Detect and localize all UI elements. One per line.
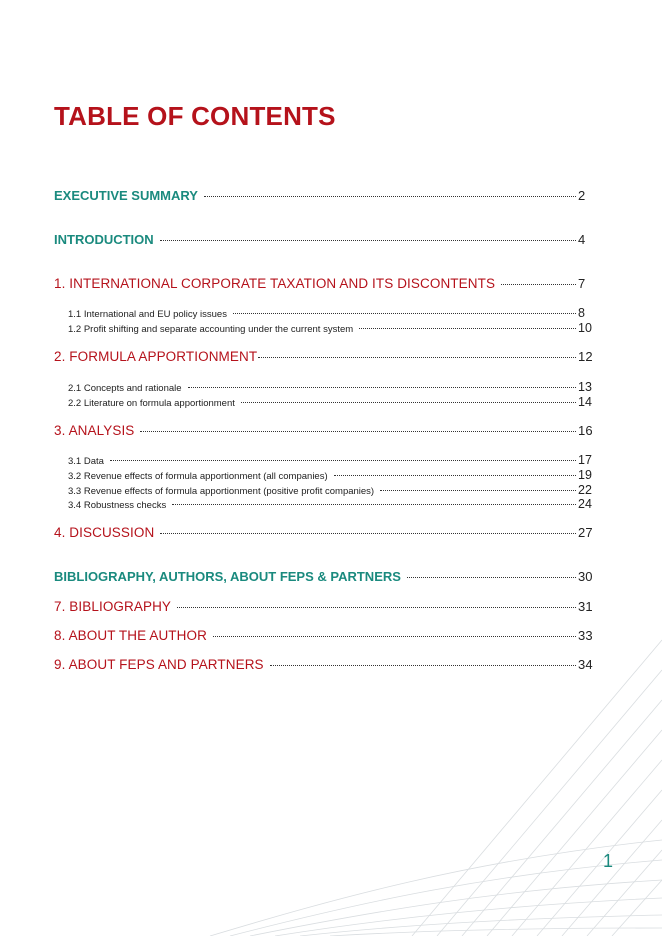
toc-entry-page: 19	[578, 468, 592, 482]
toc-entry-label: 3.2 Revenue effects of formula apportionment (all companies)	[68, 471, 328, 482]
dot-leader	[501, 284, 576, 285]
toc-entry-page: 2	[578, 188, 586, 203]
dot-leader	[160, 533, 576, 534]
toc-entry-introduction[interactable]	[54, 232, 595, 247]
toc-entry-page: 31	[578, 599, 593, 614]
toc-entry-label: 8. ABOUT THE AUTHOR	[54, 628, 207, 643]
toc-entry-label: 3.3 Revenue effects of formula apportionment (positive profit companies)	[68, 486, 375, 497]
toc-entry-page: 33	[578, 628, 593, 643]
toc-entry-section-7[interactable]	[54, 599, 595, 614]
toc-entry-label: 7. BIBLIOGRAPHY	[54, 599, 172, 614]
toc-entry-section-3-1[interactable]	[68, 453, 595, 467]
toc-entry-label: 3. ANALYSIS	[54, 423, 135, 438]
toc-entry-page: 24	[578, 497, 592, 511]
page-number: 1	[603, 851, 614, 871]
toc-entry-section-3[interactable]	[54, 423, 595, 438]
toc-entry-label: 2.2 Literature on formula apportionment	[68, 398, 235, 409]
toc-entry-section-1-2[interactable]	[68, 321, 595, 335]
toc-entry-page: 7	[578, 276, 586, 291]
dot-leader	[380, 490, 576, 491]
toc-entry-label: 1. INTERNATIONAL CORPORATE TAXATION AND ITS DISCONTENTS	[54, 276, 496, 291]
dot-leader	[160, 240, 576, 241]
toc-entry-bibliography-authors-feps[interactable]	[54, 569, 595, 584]
toc-entry-page: 22	[578, 483, 592, 497]
toc-entry-page: 13	[578, 380, 592, 394]
dot-leader	[241, 402, 576, 403]
toc-entry-section-9[interactable]	[54, 657, 595, 672]
toc-entry-section-1[interactable]	[54, 276, 595, 291]
dot-leader	[213, 636, 576, 637]
dot-leader	[172, 504, 576, 505]
toc-entry-section-2-1[interactable]	[68, 380, 595, 394]
toc-entry-page: 10	[578, 321, 592, 335]
toc-entry-label: BIBLIOGRAPHY, AUTHORS, ABOUT FEPS & PARTNERS	[54, 569, 401, 584]
dot-leader	[188, 387, 576, 388]
dot-leader	[233, 313, 576, 314]
dot-leader	[140, 431, 576, 432]
toc-entry-label: 3.4 Robustness checks	[68, 500, 167, 511]
toc-entry-label: 9. ABOUT FEPS AND PARTNERS	[54, 657, 264, 672]
toc-entry-page: 34	[578, 657, 593, 672]
toc-entry-label: INTRODUCTION	[54, 232, 154, 247]
dot-leader	[359, 328, 576, 329]
toc-entry-page: 4	[578, 232, 586, 247]
toc-entry-page: 8	[578, 306, 585, 320]
toc-entry-page: 14	[578, 395, 592, 409]
toc-entry-section-2[interactable]	[54, 349, 595, 364]
toc-entry-section-3-3[interactable]	[68, 483, 595, 497]
toc-entry-section-1-1[interactable]	[68, 306, 595, 320]
toc-entry-label: 3.1 Data	[68, 456, 104, 467]
dot-leader	[407, 577, 576, 578]
toc-entry-section-3-2[interactable]	[68, 468, 595, 482]
toc-entry-section-2-2[interactable]	[68, 395, 595, 409]
toc-entry-label: 1.1 International and EU policy issues	[68, 309, 227, 320]
dot-leader	[204, 196, 576, 197]
toc-entry-label: 1.2 Profit shifting and separate accounting under the current system	[68, 324, 354, 335]
toc-entry-section-3-4[interactable]	[68, 497, 595, 511]
toc-entry-page: 30	[578, 569, 593, 584]
dot-leader	[177, 607, 576, 608]
dot-leader	[258, 357, 576, 358]
dot-leader	[110, 460, 576, 461]
page-title: TABLE OF CONTENTS	[54, 101, 336, 131]
toc-entry-page: 27	[578, 525, 593, 540]
toc-entry-page: 17	[578, 453, 592, 467]
toc-entry-label: 4. DISCUSSION	[54, 525, 155, 540]
dot-leader	[270, 665, 576, 666]
toc-entry-section-4[interactable]	[54, 525, 595, 540]
toc-entry-label: 2. FORMULA APPORTIONMENT	[54, 349, 258, 364]
toc-entry-label: 2.1 Concepts and rationale	[68, 383, 182, 394]
toc-entry-page: 16	[578, 423, 593, 438]
dot-leader	[334, 475, 576, 476]
toc-entry-label: EXECUTIVE SUMMARY	[54, 188, 198, 203]
toc-entry-executive-summary[interactable]	[54, 188, 595, 203]
toc-entry-page: 12	[578, 349, 593, 364]
toc-entry-section-8[interactable]	[54, 628, 595, 643]
